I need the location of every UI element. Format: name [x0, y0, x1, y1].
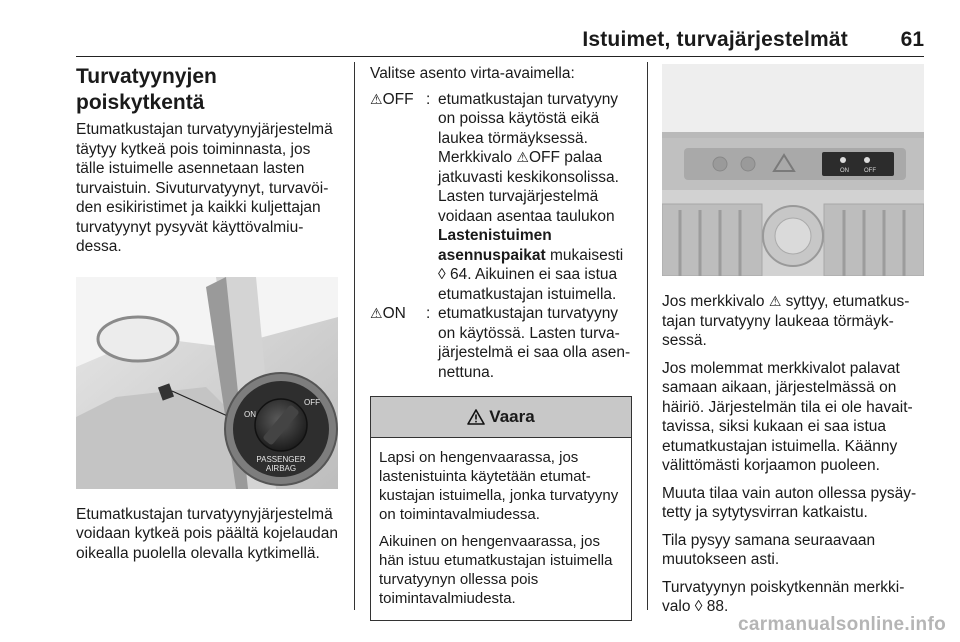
column-2 — [370, 64, 632, 621]
airbag-switch-illustration — [76, 277, 338, 489]
reference-paragraph: Turvatyynyn poiskytkennän merkkivalo ◊ 88. — [662, 578, 905, 615]
intro-paragraph: Etumatkustajan turvatyynyjärjestelmä täytyy kytkeä pois toiminnasta, jos tälle istuimelle asennetaan lasten turvaistuin. Sivuturvatyynyt, turvavöiden esikiristimet ja kaikki kuljettajan turvatyynyt pysyvät käyttövalmiudessa. — [76, 121, 333, 255]
panel-on-label: ON — [840, 168, 849, 174]
switch-passenger-label: PASSENGER — [256, 454, 306, 464]
column-divider-left — [354, 62, 355, 610]
page-number: 61 — [900, 28, 924, 51]
switch-on-label: ON — [244, 409, 256, 419]
airbag-off-icon: ⚠ — [516, 149, 529, 165]
switch-off-label: OFF — [304, 397, 320, 407]
photo-caption: Etumatkustajan turvatyynyjärjestelmä voidaan kytkeä pois päältä kojelaudan oikealla puolella olevalla kytkimellä. — [76, 505, 338, 562]
warning-paragraph: Aikuinen on hengenvaarassa, jos hän istuu etumatkustajan istuimella turvatyynyn ollessa pois toimintavalmiudesta. — [379, 533, 613, 607]
table-reference: Lastenistuimen asennuspaikat — [438, 227, 552, 264]
column-3 — [662, 64, 924, 625]
warning-header: Vaara — [371, 397, 631, 438]
page-reference-icon: ◊ — [694, 598, 703, 615]
watermark: carmanualsonline.info — [738, 614, 946, 635]
fault-paragraph: Jos molemmat merkkivalot palavat samaan aikaan, järjestelmässä on häiriö. Järjestelmän tila ei ole havaittavissa, siksi kukaan ei saa istua etumatkustajan istuimella. Käänny välittömästi korjaamon puoleen. — [662, 359, 913, 474]
panel-off-label: OFF — [864, 168, 876, 174]
console-indicator-illustration — [662, 64, 924, 276]
warning-triangle-icon — [467, 409, 485, 425]
section-title: Turvatyynyjen poiskytkentä — [76, 65, 217, 114]
airbag-switch-photo — [76, 277, 338, 489]
page-reference-icon: ◊ — [438, 266, 446, 283]
indicator-paragraph: Jos merkkivalo ⚠ syttyy, etumatkustajan turvatyyny laukeaa törmäyksessä. — [662, 293, 910, 349]
airbag-on-icon: ⚠ — [370, 305, 383, 321]
change-state-paragraph: Muuta tilaa vain auton ollessa pysäytetty ja sytytysvirran katkaistu. — [662, 484, 917, 521]
airbag-off-icon: ⚠ — [370, 90, 383, 107]
warning-paragraph: Lapsi on hengenvaarassa, jos lastenistuinta käytetään etumatkustajan istuimella, jonka turvatyyny on toimintavalmiudessa. — [379, 449, 619, 523]
warning-body — [371, 438, 631, 620]
switch-airbag-label: AIRBAG — [265, 463, 297, 473]
definition-on: ⚠ON : etumatkustajan turvatyyny on käytössä. Lasten turvajärjestelmä ei saa olla asennettuna. — [370, 305, 631, 381]
running-header-title: Istuimet, turvajärjestelmät — [582, 28, 848, 51]
definition-off: ⚠OFF : etumatkustajan turvatyyny on poissa käytöstä eikä laukea törmäyksessä. Merkkivalo ⚠OFF palaa jatkuvasti keskikonsolissa. Lasten turvajärjestelmä voidaan asentaa taulukon Lastenistuimen asennuspaikat mukaisesti ◊ 64. Aikuinen ei saa istua etumatkustajan istuimella. — [370, 90, 624, 303]
column-divider-right — [647, 62, 648, 610]
warning-box — [370, 396, 632, 621]
airbag-on-icon: ⚠ — [768, 293, 782, 309]
console-indicator-photo — [662, 64, 924, 276]
column-1 — [76, 64, 338, 571]
header-rule — [76, 56, 924, 57]
state-persist-paragraph: Tila pysyy samana seuraavaan muutokseen asti. — [662, 531, 876, 568]
select-position-intro: Valitse asento virta-avaimella: — [370, 65, 575, 82]
